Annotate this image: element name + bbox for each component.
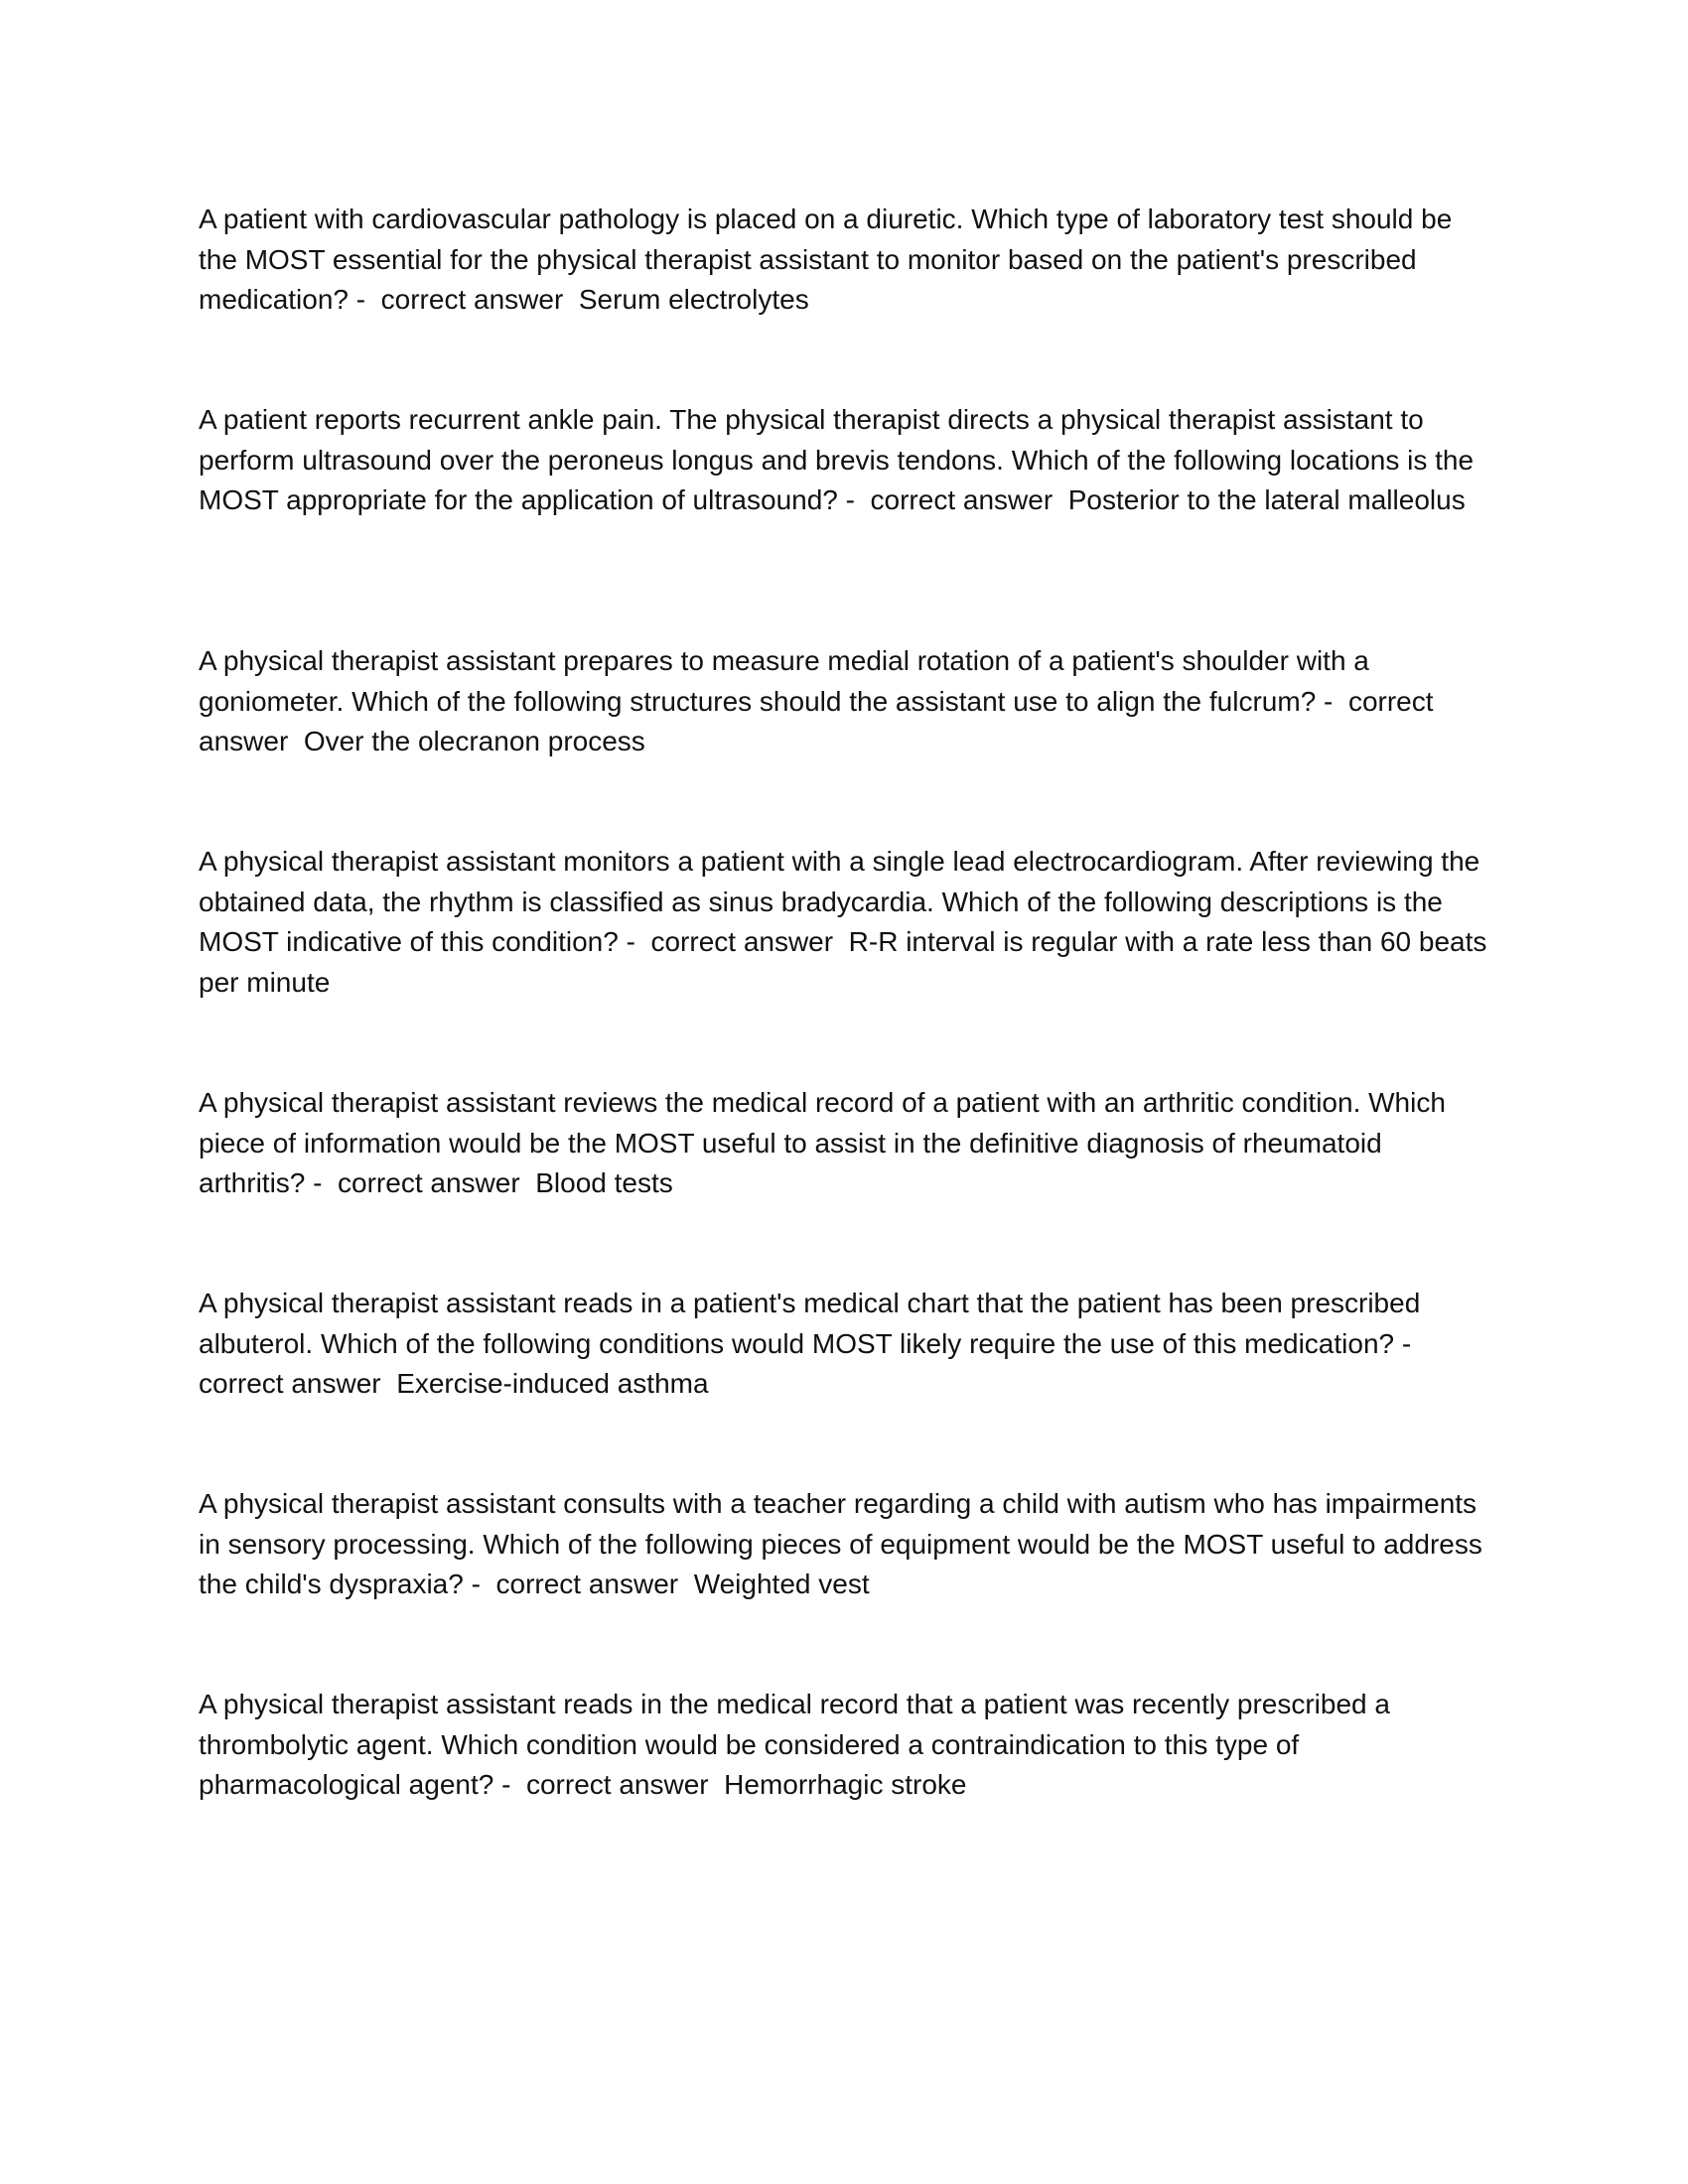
qa-item-1 [199, 200, 1489, 321]
question-text: A physical therapist assistant reads in the medical record that a patient was recently prescribed a thrombolytic agent. Which condition would be considered a contraindication to this type of pharmacological agent? - [199, 1689, 1390, 1800]
answer-label: correct answer [650, 926, 834, 957]
qa-item-7 [199, 1484, 1489, 1605]
qa-item-6 [199, 1284, 1489, 1405]
qa-item-3 [199, 641, 1489, 762]
answer-label: correct answer [199, 685, 1434, 756]
answer-text: Posterior to the lateral malleolus [1067, 484, 1466, 515]
answer-label: correct answer [380, 284, 564, 315]
question-text: A patient with cardiovascular pathology is placed on a diuretic. Which type of laboratory test should be the MOST essential for the physical therapist assistant to monitor based on the patient's prescribed medication? - [199, 204, 1453, 315]
answer-label: correct answer [338, 1167, 520, 1198]
qa-item-8 [199, 1685, 1489, 1806]
question-text: A physical therapist assistant monitors a patient with a single lead electrocardiogram. After reviewing the obtained data, the rhythm is classified as sinus bradycardia. Which of the following descriptions is the MOST indicative of this condition? - [199, 846, 1480, 957]
answer-label: correct answer [525, 1769, 709, 1800]
question-text: A physical therapist assistant consults with a teacher regarding a child with autism who has impairments in sensory processing. Which of the following pieces of equipment would be the MOST useful to address the child's dyspraxia? - [199, 1488, 1482, 1599]
answer-text: Serum electrolytes [578, 284, 809, 315]
qa-item-4 [199, 842, 1489, 1003]
answer-label: correct answer [495, 1569, 679, 1599]
question-text: A patient reports recurrent ankle pain. The physical therapist directs a physical therapist assistant to perform ultrasound over the peroneus longus and brevis tendons. Which of the following locations is the MOST appropriate for the application of ultrasound? - [199, 404, 1475, 515]
answer-text: Blood tests [535, 1167, 673, 1198]
answer-text: R-R interval is regular with a rate less than 60 beats per minute [199, 926, 1487, 998]
qa-item-5 [199, 1083, 1489, 1204]
answer-label: correct answer [199, 1368, 381, 1399]
question-text: A physical therapist assistant reads in a patient's medical chart that the patient has been prescribed albuterol. Which of the following conditions would MOST likely require the use of this medication? - [199, 1288, 1421, 1359]
qa-item-2 [199, 400, 1489, 521]
question-text: A physical therapist assistant reviews the medical record of a patient with an arthritic condition. Which piece of information would be the MOST useful to assist in the definitive diagnosis of rheumatoid arthritis? - [199, 1087, 1446, 1198]
answer-label: correct answer [870, 484, 1054, 515]
answer-text: Over the olecranon process [303, 726, 645, 756]
answer-text: Hemorrhagic stroke [724, 1769, 967, 1800]
question-text: A physical therapist assistant prepares to measure medial rotation of a patient's shoulder with a goniometer. Which of the following structures should the assistant use to align the fulcrum? - [199, 645, 1369, 717]
answer-text: Exercise-induced asthma [396, 1368, 709, 1399]
answer-text: Weighted vest [693, 1569, 870, 1599]
